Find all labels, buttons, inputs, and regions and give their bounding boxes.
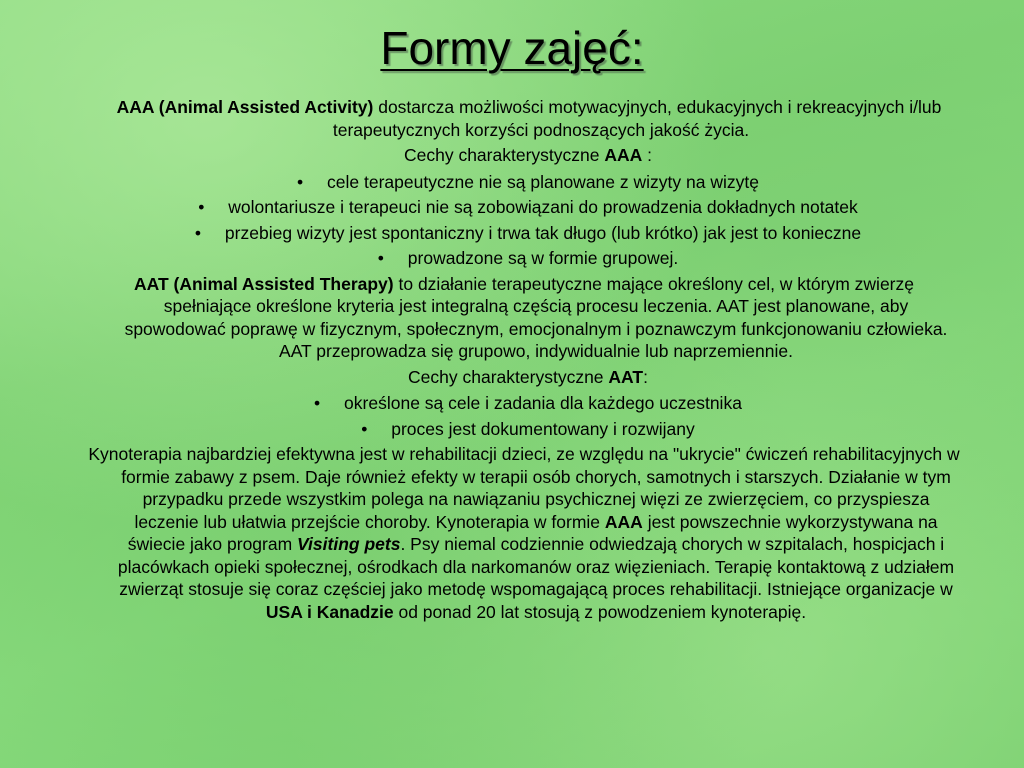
bullet-icon: • [194,222,202,243]
aat-definition [88,273,968,363]
bullet-icon: • [297,171,304,192]
aaa-feature-item [88,247,968,270]
aaa-features-label: Cechy charakterystyczne [403,145,605,165]
aat-feature-item [88,418,968,441]
aaa-feature-item [88,171,968,194]
aaa-definition [88,96,968,141]
aaa-features-label-bold: AAA [604,145,643,165]
aat-features-label-bold: AAT [608,366,644,387]
aat-feature-text: proces jest dokumentowany i rozwijany [391,418,695,439]
kynoterapia-paragraph [88,443,968,623]
kynoterapia-bold-aaa: AAA [604,511,643,532]
aat-feature-item [88,392,968,415]
kynoterapia-text: Kynoterapia najbardziej efektywna jest w rehabilitacji dzieci, ze względu na "ukrycie" ćwiczeń rehabilitacyjnych w formie zabawy z psem. Daje również efekty w terapii osób chorych, samotnych i starszych. Działanie w tym przypadku przede wszystkim polega na nawiązaniu psychicznej więzi ze zwierzęciem, co przyspiesza leczenie lub ułatwia przejście choroby. Kynoterapia w formie [88,444,960,532]
kynoterapia-text: . Psy niemal codziennie odwiedzają chorych w szpitalach, hospicjach i placówkach opieki społecznej, ośrodkach dla narkomanów oraz więzieniach. Terapię kontaktową z udziałem zwierząt stosuje się coraz częściej jako metodę wspomagającą proces rehabilitacji. Istniejące organizacje w [117,534,955,599]
bullet-icon: • [377,248,384,268]
slide-content [88,96,968,626]
aat-features-label-after: : [643,366,648,387]
aat-term: AAT (Animal Assisted Therapy) [133,273,394,294]
slide-title: Formy zajęć: [380,22,644,74]
aat-definition-text: to działanie terapeutyczne mające określony cel, w którym zwierzę spełniające określone kryteria jest integralną częścią procesu leczenia. AAT jest planowane, aby spowodować poprawę w fizycznym, społecznym, emocjonalnym i poznawczym funkcjonowaniu człowieka. AAT przeprowadza się grupowo, indywidualnie lub naprzemiennie. [124,273,948,361]
aaa-definition-text: dostarcza możliwości motywacyjnych, edukacyjnych i rekreacyjnych i/lub terapeutycznych korzyści podnoszących jakość życia. [332,97,942,140]
kynoterapia-bold-usa: USA i Kanadzie [265,601,394,622]
aaa-term: AAA (Animal Assisted Activity) [116,97,374,117]
aaa-features-label-after: : [642,145,652,165]
aaa-feature-item [88,222,968,245]
aat-features-heading [88,366,968,389]
aaa-feature-text: prowadzone są w formie grupowej. [407,248,679,268]
aaa-feature-text: wolontariusze i terapeuci nie są zobowiązani do prowadzenia dokładnych notatek [228,197,858,217]
kynoterapia-text: od ponad 20 lat stosują z powodzeniem kynoterapię. [393,601,807,622]
aat-features-label: Cechy charakterystyczne [408,366,609,387]
kynoterapia-text: jest powszechnie wykorzystywana na świecie jako program [127,511,938,554]
aat-feature-text: określone są cele i zadania dla każdego uczestnika [344,393,742,413]
aaa-feature-text: cele terapeutyczne nie są planowane z wizyty na wizytę [327,171,759,192]
visiting-pets-label: Visiting pets [297,534,401,554]
bullet-icon: • [198,197,205,217]
aaa-features-heading [88,144,968,167]
aaa-feature-item [88,196,968,219]
bullet-icon: • [314,393,321,413]
aaa-feature-text: przebieg wizyty jest spontaniczny i trwa tak długo (lub krótko) jak jest to konieczne [224,222,862,243]
bullet-icon: • [361,418,368,439]
